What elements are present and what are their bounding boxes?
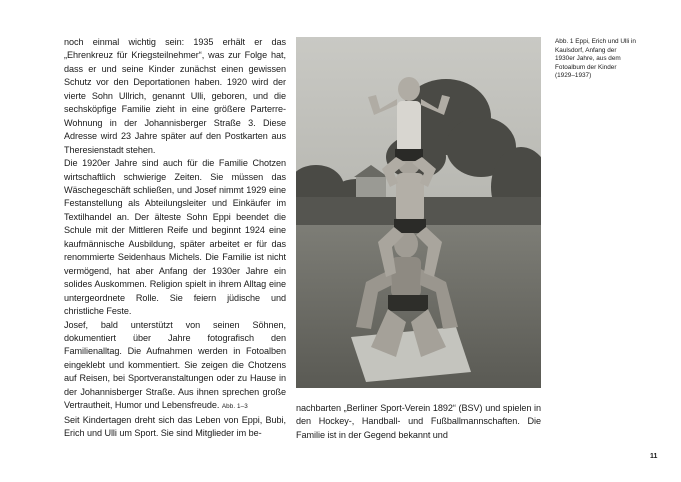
figure-reference: Abb. 1–3: [221, 403, 248, 411]
paragraph: nachbarten „Berliner Sport-Verein 1892“ (BSV) und spielen in den Hockey-, Handball- und Fußballmannschaften. Die Familie ist in der Gegend bekannt und: [296, 403, 541, 440]
paragraph: Die 1920er Jahre sind auch für die Familie Chotzen wirtschaftlich schwierige Zeiten. Sie müssen das Wäschegeschäft schließen, und Josef nimmt 1929 eine Festanstellung als Abteilungsleiter und Einkäufer im Textilhandel an. Der älteste Sohn Eppi beendet die Schule mit der Mittleren Reife und beginnt 1924 eine kaufmännische Ausbildung, später arbeitet er für das renommierte Seidenhaus Michels. Die Familie ist nicht vermögend, hat aber Anfang der 1930er Jahre ein solides Auskommen. Religion spielt in ihrem Alltag eine untergeordnete Rolle. Sie feiern jüdische und christliche Feste.: [64, 158, 286, 317]
paragraph: noch einmal wichtig sein: 1935 erhält er das „Ehrenkreuz für Kriegsteilnehmer“, was zur Folge hat, dass er und seine Kinder zunächst einen gewissen Schutz vor den Deportationen haben. 1920 wird der vierte Sohn Ullrich, genannt Ulli, geboren, und die sechsköpfige Familie zieht in eine größere Parterre-Wohnung in der Johannisberger Straße 3. Diese Adresse wird 23 Jahre später auf den Postkarten aus Theresienstadt stehen.: [64, 37, 286, 155]
paragraph-text: Josef, bald unterstützt von seinen Söhnen, dokumentiert über Jahre fotografisch den Familienalltag. Die Aufnahmen werden in Fotoalben eingeklebt und kommentiert. Sie zeigen die Chotzens auf Reisen, bei Sportveranstaltungen oder zu Hause in der Johannisberger Straße. Aus ihnen sprechen große Vertrautheit, Humor und Lebensfreude.: [64, 319, 286, 411]
left-text-column: [64, 36, 286, 441]
paragraph: [64, 319, 286, 414]
right-text-column: [296, 402, 541, 442]
paragraph: Seit Kindertagen dreht sich das Leben von Eppi, Bubi, Erich und Ulli um Sport. Sie sind Mitglieder im be-: [64, 414, 286, 439]
figure-caption: Abb. 1 Eppi, Erich und Ulli in Kaulsdorf, Anfang der 1930er Jahre, aus dem Fotoalbum der Kinder (1929–1937): [555, 38, 636, 80]
family-photo: [296, 37, 541, 388]
page-number: 11: [650, 453, 658, 460]
